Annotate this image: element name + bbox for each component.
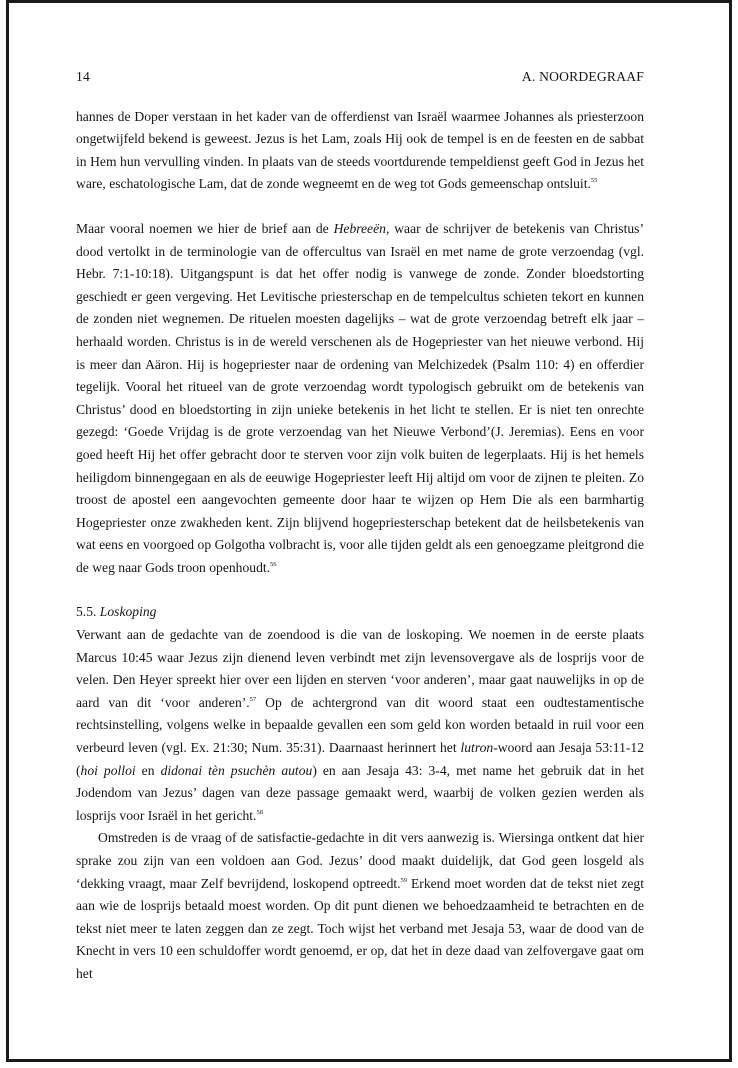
book-page xyxy=(76,66,644,986)
paragraph-3-text-b: Op de achtergrond van dit woord staat een oudtestamentische rechtsinstelling, volgens welke in bepaalde gevallen een som geld kon worden betaald in ruil voor een verbeurd leven (vgl. Ex. 21:30; Num. 35:31). Daarnaast herinnert het xyxy=(76,694,644,756)
page-number: 14 xyxy=(76,69,90,84)
section-number: 5.5. xyxy=(76,604,97,620)
footnote-ref-56[interactable]: 56 xyxy=(270,560,277,568)
footnote-ref-59[interactable]: 59 xyxy=(400,876,408,884)
paragraph-3-italic-hoi-polloi: hoi polloi xyxy=(80,762,136,778)
paragraph-3-text-c: -woord aan Jesaja 53:11-12 ( xyxy=(76,740,644,778)
running-title: A. NOORDEGRAAF xyxy=(521,69,644,84)
paragraph-3 xyxy=(76,624,644,827)
paragraph-3-text-e: ) en aan Jesaja 43: 3-4, met name het gebruik dat in het Jodendom van Jezus’ dagen van deze passage gemaakt werd, waarbij de volken gezien werden als losprijs voor Israël in het gericht. xyxy=(76,762,644,823)
paragraph-2 xyxy=(76,218,644,580)
paragraph-3-italic-didonai: didonai tèn psuchèn autou xyxy=(160,762,313,778)
paragraph-4-text-a: Omstreden is de vraag of de satisfactie-gedachte in dit vers aanwezig is. Wiersinga ontkent dat hier sprake zou zijn van een voldoen aan God. Jezus’ dood maakt duidelijk, dat God geen losgeld als ‘dekking vraagt, maar Zelf bevrijdend, loskopend optreedt. xyxy=(76,830,644,891)
section-title: Loskoping xyxy=(99,604,157,620)
paragraph-4-text-b: Erkend moet worden dat de tekst niet zegt aan wie de losprijs betaald moest worden. Op dit punt dienen we behoedzaamheid te betrachten en de tekst niet meer te laten zeggen dan ze zegt. Toch wijst het verband met Jesaja 53, waar de dood van de Knecht in vers 10 een schuldoffer wordt genoemd, er op, dat het in deze daad van zelfovergave gaat om het xyxy=(76,875,644,981)
running-header xyxy=(76,66,644,89)
paragraph-2-italic-hebreeen: Hebreeën xyxy=(333,220,386,236)
paragraph-3-text-a: Verwant aan de gedachte van de zoendood is die van de loskoping. We noemen in de eerste plaats Marcus 10:45 waar Jezus zijn dienend leven verbindt met zijn levensovergave als de losprijs voor de velen. Den Heyer spreekt hier over een lijden en sterven ‘voor anderen’, maar gaat nauwelijks in op de aard van dit ‘voor anderen’. xyxy=(76,627,644,710)
paragraph-2-text-b: , waar de schrijver de betekenis van Christus’ dood vertolkt in de terminologie van de offercultus van Israël en met name de grote verzoendag (vgl. Hebr. 7:1-10:18). Uitgangspunt is dat het offer nodig is vanwege de zonde. Zonder bloedstorting geschiedt er geen vergeving. Het Levitische priesterschap en de tempelcultus schieten tekort en kunnen de zonden niet wegnemen. De rituelen moesten dagelijks – wat de grote verzoendag betreft elk jaar – herhaald worden. Christus is in de wereld verschenen als de Hogepriester van het nieuwe verbond. Hij is meer dan Aäron. Hij is hogepriester naar de ordening van Melchizedek (Psalm 110: 4) en offerdier tegelijk. Vooral het ritueel van de grote verzoendag wordt typologisch gebruikt om de betekenis van Christus’ dood en bloedstorting in zijn unieke betekenis in het licht te stellen. Er is niet ten onrechte gezegd: ‘Goede Vrijdag is de grote verzoendag van het Nieuwe Verbond’(J. Jeremias). Eens en voor goed heeft Hij het offer gebracht door te sterven voor zijn volk buiten de legerplaats. Hij is het hemels heiligdom binnengegaan en als de eeuwige Hogepriester leeft Hij altijd om voor de zijnen te pleiten. Zo troost de apostel een aangevochten gemeente door haar te wijzen op Hem Die als een barmhartig Hogepriester onze zwakheden kent. Zijn blijvend hogepriesterschap betekent dat de heilsbetekenis van wat eens en voorgoed op Golgotha volbracht is, voor alle tijden geldt als een genoegzame pleitgrond die de weg naar Gods troon openhoudt. xyxy=(76,220,644,575)
footnote-ref-55[interactable]: 55 xyxy=(590,177,598,185)
footnote-ref-57[interactable]: 57 xyxy=(249,695,257,703)
paragraph-3-text-d: en xyxy=(135,762,161,778)
paragraph-1 xyxy=(76,106,644,196)
section-heading xyxy=(76,601,644,624)
paragraph-4 xyxy=(76,827,644,985)
paragraph-3-italic-lutron: lutron xyxy=(460,740,494,756)
footnote-ref-58[interactable]: 58 xyxy=(256,808,263,816)
paragraph-2-text-a: Maar vooral noemen we hier de brief aan de xyxy=(76,220,334,236)
paragraph-1-text: hannes de Doper verstaan in het kader van de offerdienst van Israël waarmee Johannes als priesterzoon ongetwijfeld bekend is geweest. Jezus is het Lam, zoals Hij ook de tempel is en de feesten en de sabbat in Hem hun vervulling vinden. In plaats van de steeds voortdurende tempeldienst geeft God in Jezus het ware, eschatologische Lam, dat de zonde wegneemt en de weg tot Gods gemeenschap ontsluit. xyxy=(76,108,644,192)
